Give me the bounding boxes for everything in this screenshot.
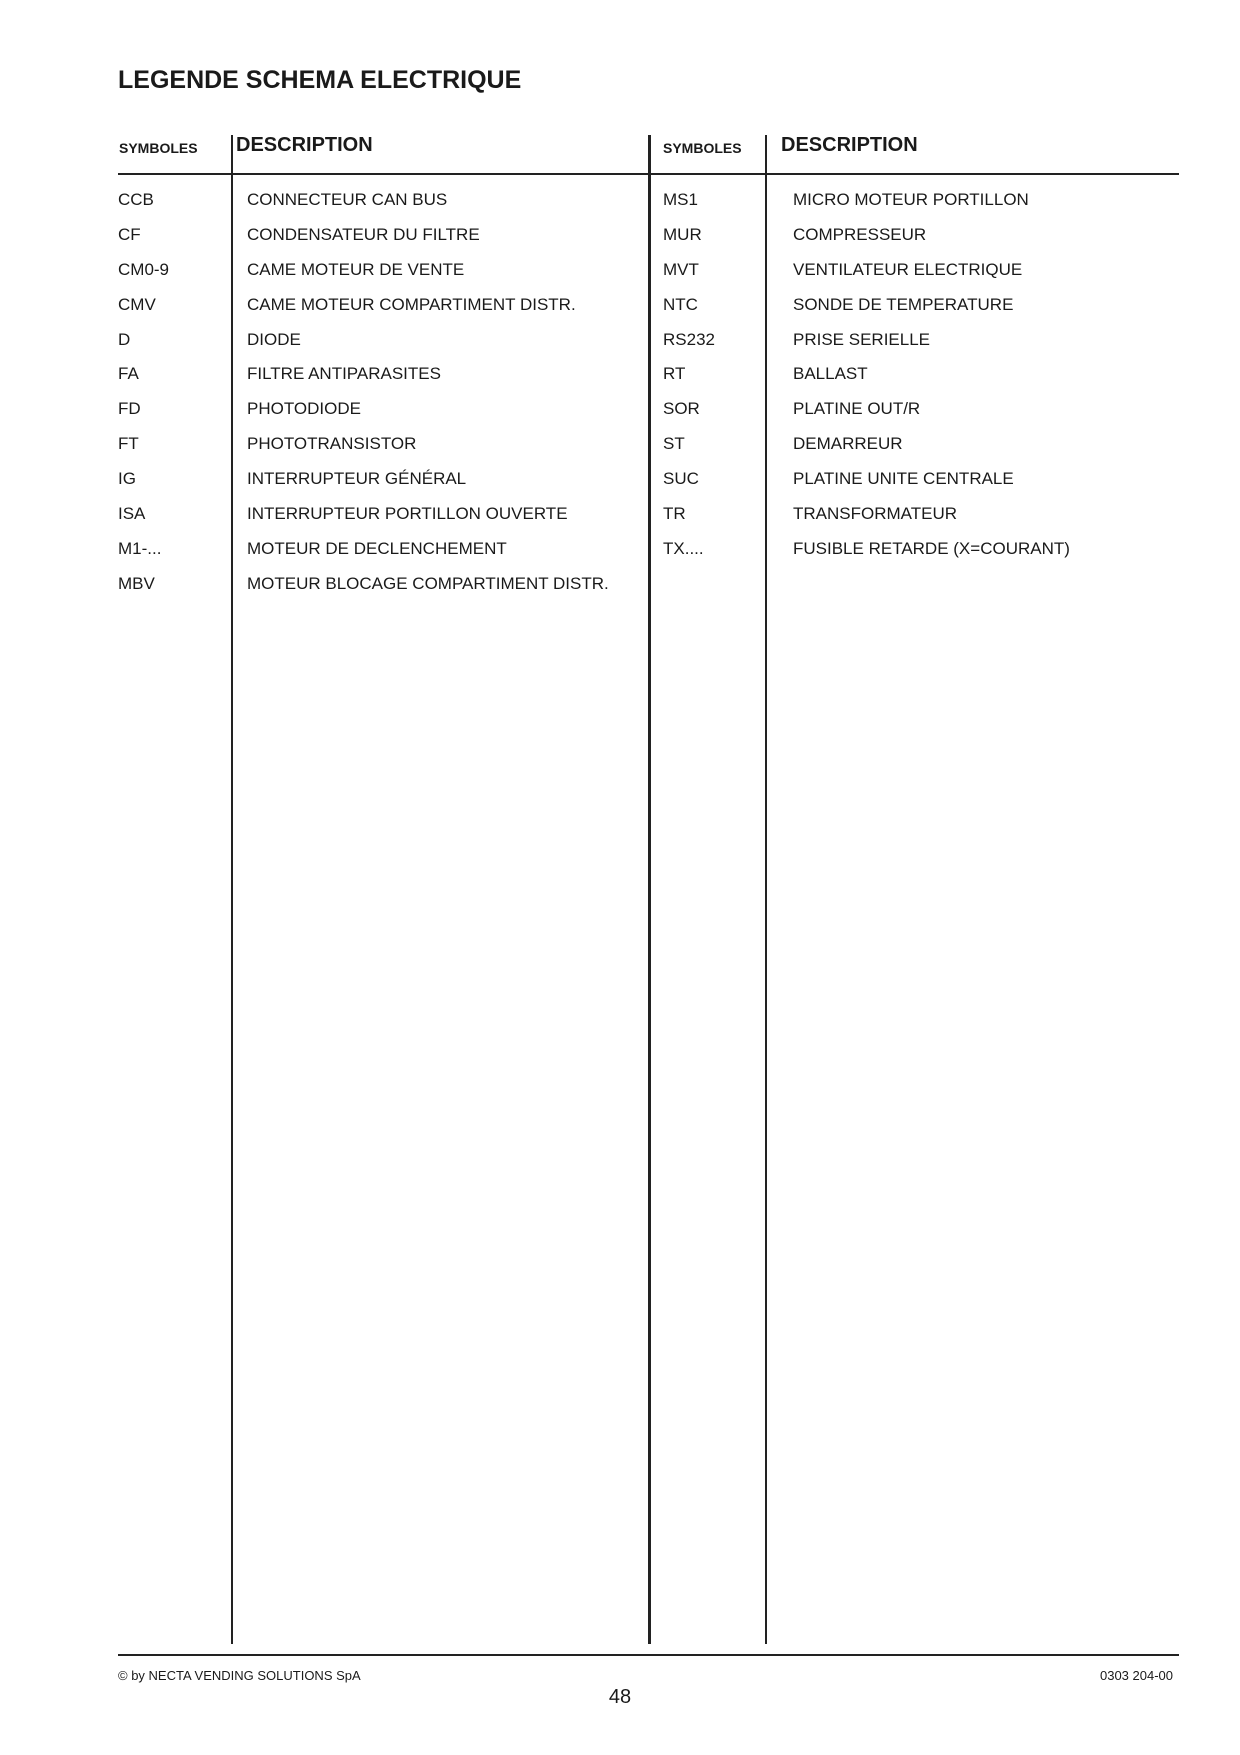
right-row-2-symbol: MUR bbox=[663, 225, 702, 244]
left-row-2-description: CONDENSATEUR DU FILTRE bbox=[247, 225, 480, 244]
right-row-5-description: PRISE SERIELLE bbox=[793, 330, 931, 349]
left-row-7-symbol: FD bbox=[118, 399, 141, 418]
left-row-8-description: PHOTOTRANSISTOR bbox=[247, 434, 417, 453]
left-row-4-description: CAME MOTEUR COMPARTIMENT DISTR. bbox=[247, 295, 576, 314]
right-row-8-description: DEMARREUR bbox=[793, 434, 903, 453]
page-number: 48 bbox=[608, 1686, 632, 1708]
footer-copyright: © by NECTA VENDING SOLUTIONS SpA bbox=[118, 1668, 361, 1683]
right-row-11-symbol: TX.... bbox=[663, 539, 704, 558]
right-row-7-symbol: SOR bbox=[663, 399, 700, 418]
right-description-header: DESCRIPTION bbox=[781, 134, 918, 156]
left-row-6-symbol: FA bbox=[118, 364, 139, 383]
left-column-divider bbox=[231, 135, 233, 1644]
left-row-10-symbol: ISA bbox=[118, 504, 146, 523]
right-row-8-symbol: ST bbox=[663, 434, 685, 453]
right-row-4-symbol: NTC bbox=[663, 295, 698, 314]
right-row-9-description: PLATINE UNITE CENTRALE bbox=[793, 469, 1014, 488]
left-row-12-symbol: MBV bbox=[118, 574, 155, 593]
right-row-4-description: SONDE DE TEMPERATURE bbox=[793, 295, 1014, 314]
right-row-5-symbol: RS232 bbox=[663, 330, 715, 349]
left-row-7-description: PHOTODIODE bbox=[247, 399, 361, 418]
right-row-10-symbol: TR bbox=[663, 504, 686, 523]
left-row-1-symbol: CCB bbox=[118, 190, 154, 209]
left-description-header: DESCRIPTION bbox=[236, 134, 373, 156]
left-row-3-description: CAME MOTEUR DE VENTE bbox=[247, 260, 465, 279]
right-row-2-description: COMPRESSEUR bbox=[793, 225, 927, 244]
right-row-6-description: BALLAST bbox=[793, 364, 868, 383]
right-column-divider bbox=[765, 135, 767, 1644]
left-row-11-symbol: M1-... bbox=[118, 539, 162, 558]
left-row-3-symbol: CM0-9 bbox=[118, 260, 170, 279]
page-title: LEGENDE SCHEMA ELECTRIQUE bbox=[118, 66, 522, 94]
right-row-3-description: VENTILATEUR ELECTRIQUE bbox=[793, 260, 1023, 279]
footer-rule bbox=[118, 1654, 1179, 1656]
right-row-6-symbol: RT bbox=[663, 364, 686, 383]
left-row-12-description: MOTEUR BLOCAGE COMPARTIMENT DISTR. bbox=[247, 574, 609, 593]
right-row-9-symbol: SUC bbox=[663, 469, 699, 488]
left-row-4-symbol: CMV bbox=[118, 295, 156, 314]
right-symbols-header: SYMBOLES bbox=[663, 140, 742, 156]
right-row-10-description: TRANSFORMATEUR bbox=[793, 504, 958, 523]
right-row-3-symbol: MVT bbox=[663, 260, 699, 279]
left-row-9-description: INTERRUPTEUR GÉNÉRAL bbox=[247, 469, 467, 488]
center-column-divider bbox=[648, 135, 651, 1644]
left-row-11-description: MOTEUR DE DECLENCHEMENT bbox=[247, 539, 507, 558]
left-row-2-symbol: CF bbox=[118, 225, 141, 244]
left-row-1-description: CONNECTEUR CAN BUS bbox=[247, 190, 448, 209]
left-row-5-symbol: D bbox=[118, 330, 131, 349]
right-row-7-description: PLATINE OUT/R bbox=[793, 399, 921, 418]
left-row-8-symbol: FT bbox=[118, 434, 139, 453]
right-row-1-symbol: MS1 bbox=[663, 190, 698, 209]
left-row-6-description: FILTRE ANTIPARASITES bbox=[247, 364, 441, 383]
right-row-11-description: FUSIBLE RETARDE (X=COURANT) bbox=[793, 539, 1070, 558]
left-row-10-description: INTERRUPTEUR PORTILLON OUVERTE bbox=[247, 504, 568, 523]
right-row-1-description: MICRO MOTEUR PORTILLON bbox=[793, 190, 1029, 209]
footer-doc-code: 0303 204-00 bbox=[1099, 1668, 1173, 1683]
left-row-9-symbol: IG bbox=[118, 469, 136, 488]
left-symbols-header: SYMBOLES bbox=[119, 140, 198, 156]
left-row-5-description: DIODE bbox=[247, 330, 301, 349]
